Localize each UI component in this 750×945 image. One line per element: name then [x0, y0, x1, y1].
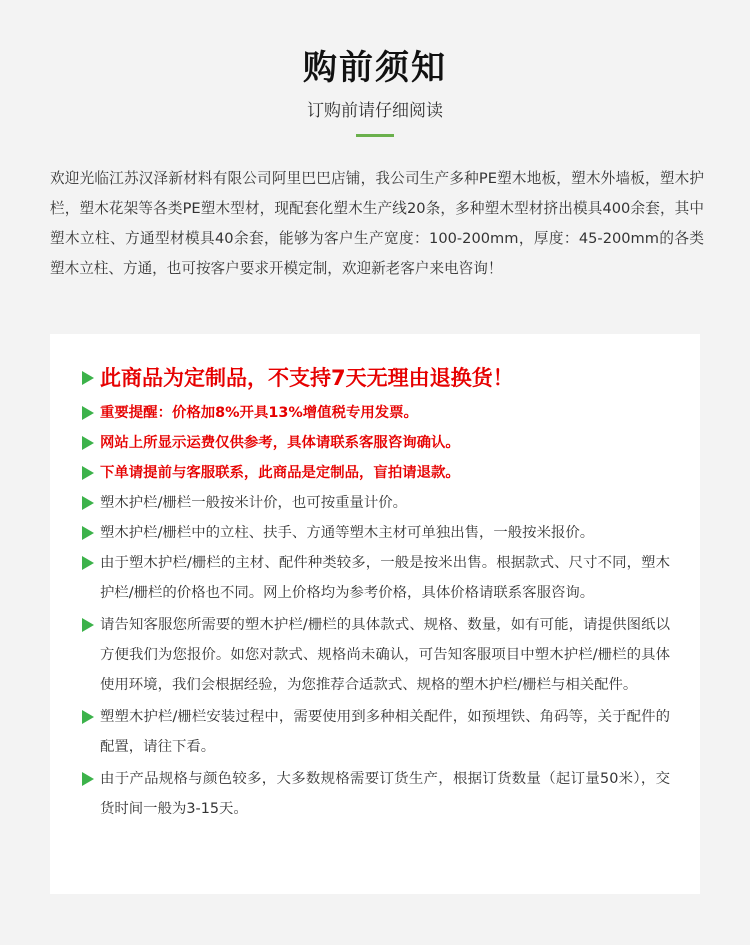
- notice-item-text: 塑木护栏/栅栏一般按米计价，也可按重量计价。: [100, 495, 408, 511]
- notice-list: [82, 360, 670, 824]
- notice-list-item: [82, 610, 670, 700]
- notice-list-item: [82, 764, 670, 824]
- page-title: 购前须知: [303, 48, 447, 88]
- notice-warning-text: 重要提醒：价格加8%开具13%增值税专用发票。: [100, 405, 418, 421]
- notice-item-text: 请告知客服您所需要的塑木护栏/栅栏的具体款式、规格、数量，如有可能，请提供图纸以方便我们为您报价。如您对款式、规格尚未确认，可告知客服项目中塑木护栏/栅栏的具体使用环境，我们会根据经验，为您推荐合适款式、规格的塑木护栏/栅栏与相关配件。: [100, 617, 670, 693]
- notice-warning-item: [82, 428, 670, 458]
- triangle-arrow-icon: [82, 406, 94, 420]
- notice-item-text: 塑塑木护栏/栅栏安装过程中，需要使用到多种相关配件，如预埋铁、角码等，关于配件的配置，请往下看。: [100, 709, 670, 755]
- notice-list-item: [82, 702, 670, 762]
- triangle-arrow-icon: [82, 466, 94, 480]
- notice-list-item: [82, 488, 670, 518]
- triangle-arrow-icon: [82, 772, 94, 786]
- notice-warning-item: [82, 398, 670, 428]
- notice-list-item: [82, 518, 670, 548]
- notice-item-text: 由于塑木护栏/栅栏的主材、配件种类较多，一般是按米出售。根据款式、尺寸不同，塑木护栏/栅栏的价格也不同。网上价格均为参考价格，具体价格请联系客服咨询。: [100, 555, 670, 601]
- triangle-arrow-icon: [82, 436, 94, 450]
- triangle-arrow-icon: [82, 526, 94, 540]
- notice-headline: [82, 360, 670, 396]
- notice-list-item: [82, 548, 670, 608]
- intro-paragraph: 欢迎光临江苏汉泽新材料有限公司阿里巴巴店铺，我公司生产多种PE塑木地板，塑木外墙板，塑木护栏，塑木花架等各类PE塑木型材，现配套化塑木生产线20条，多种塑木型材挤出模具400余套，其中塑木立柱、方通型材模具40余套，能够为客户生产宽度：100-200mm，厚度：45-200mm的各类塑木立柱、方通，也可按客户要求开模定制，欢迎新老客户来电咨询！: [50, 170, 704, 277]
- notice-warning-text: 下单请提前与客服联系，此商品是定制品，盲拍请退款。: [100, 465, 460, 481]
- triangle-arrow-icon: [82, 710, 94, 724]
- notice-card: [50, 334, 700, 894]
- triangle-arrow-icon: [82, 618, 94, 632]
- title-underline-divider: [356, 134, 394, 137]
- notice-warning-text: 网站上所显示运费仅供参考，具体请联系客服咨询确认。: [100, 435, 460, 451]
- notice-item-text: 由于产品规格与颜色较多，大多数规格需要订货生产，根据订货数量（起订量50米），交货时间一般为3-15天。: [100, 771, 670, 817]
- triangle-arrow-icon: [82, 556, 94, 570]
- triangle-arrow-icon: [82, 496, 94, 510]
- page-header: [0, 44, 750, 137]
- notice-warning-item: [82, 458, 670, 488]
- page-subtitle: 订购前请仔细阅读: [307, 101, 443, 121]
- notice-headline-text: 此商品为定制品，不支持7天无理由退换货！: [100, 366, 514, 390]
- notice-item-text: 塑木护栏/栅栏中的立柱、扶手、方通等塑木主材可单独出售，一般按米报价。: [100, 525, 595, 541]
- triangle-arrow-icon: [82, 371, 94, 385]
